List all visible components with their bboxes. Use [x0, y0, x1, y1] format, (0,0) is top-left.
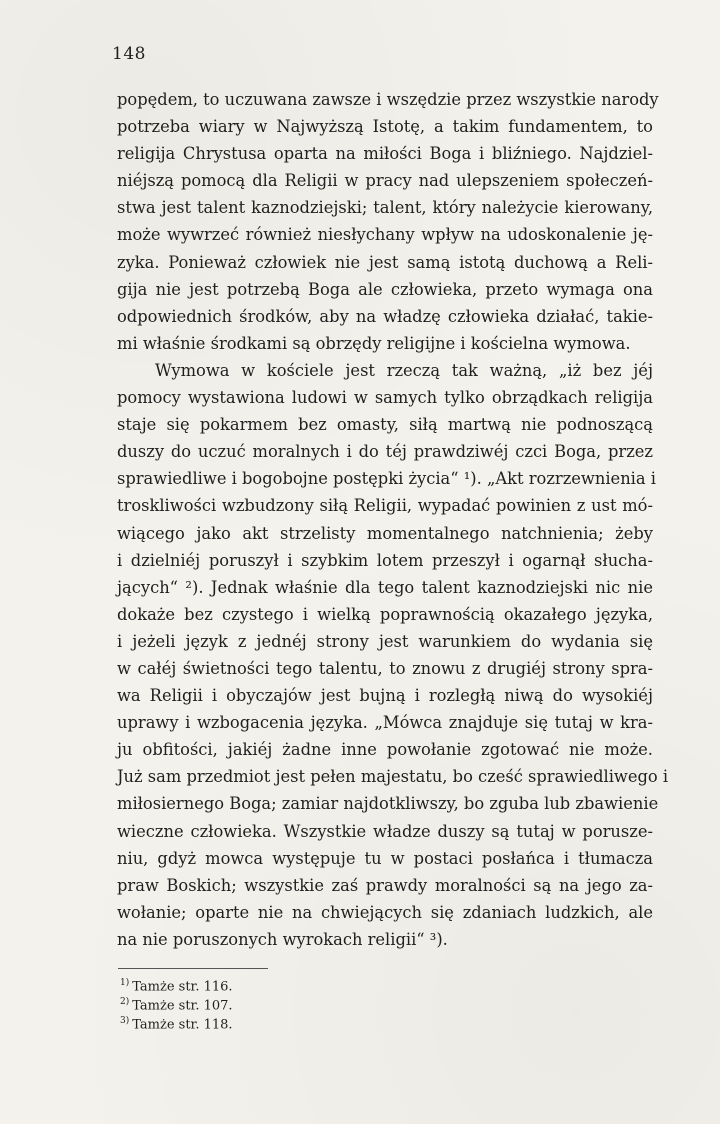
text-line: wieczne człowieka. Wszystkie władze duszy są tutaj w porusze-	[117, 821, 653, 841]
text-line: wa Religii i obyczajów jest bujną i rozległą niwą do wysokiéj	[117, 686, 653, 706]
footnote-mark: 3)	[120, 1016, 130, 1026]
page-number: 148	[112, 44, 146, 64]
text-line: odpowiednich środków, aby na władzę człowieka działać, takie-	[117, 306, 653, 326]
footnote-divider	[118, 968, 268, 969]
footnotes	[120, 974, 233, 1031]
text-line: wiącego jako akt strzelisty momentalnego natchnienia; żeby	[117, 523, 653, 543]
text-line: zyka. Ponieważ człowiek nie jest samą istotą duchową a Reli-	[117, 252, 653, 272]
text-line: Już sam przedmiot jest pełen majestatu, bo cześć sprawiedliwego i	[117, 767, 669, 787]
text-line: religija Chrystusa oparta na miłości Boga i bliźniego. Najdziel-	[117, 144, 653, 164]
text-line: niu, gdyż mowca występuje tu w postaci posłańca i tłumacza	[117, 848, 653, 868]
footnote-mark: 1)	[120, 978, 130, 988]
text-line: miłosiernego Boga; zamiar najdotkliwszy, bo zguba lub zbawienie	[117, 794, 659, 814]
text-line: mi właśnie środkami są obrzędy religijne i kościelna wymowa.	[117, 333, 631, 353]
footnote-text: Tamże str. 107.	[132, 998, 233, 1014]
text-line: sprawiedliwe i bogobojne postępki życia“ ¹). „Akt rozrzewnienia i	[117, 469, 656, 489]
footnote-mark: 2)	[120, 997, 130, 1007]
text-line: na nie poruszonych wyrokach religii“ ³).	[117, 929, 448, 949]
text-line: potrzeba wiary w Najwyższą Istotę, a takim fundamentem, to	[117, 117, 653, 137]
text-line: Wymowa w kościele jest rzeczą tak ważną, „iż bez jéj	[155, 360, 653, 380]
text-line: w całéj świetności tego talentu, to znowu z drugiéj strony spra-	[117, 658, 653, 678]
text-line: jących“ ²). Jednak właśnie dla tego talent kaznodziejski nic nie	[117, 577, 653, 597]
text-line: może wywrzeć również niesłychany wpływ na udoskonalenie ję-	[117, 225, 653, 245]
text-line: uprawy i wzbogacenia języka. „Mówca znajduje się tutaj w kra-	[117, 713, 653, 733]
footnote	[120, 1012, 233, 1031]
text-line: dokaże bez czystego i wielką poprawnością okazałego języka,	[117, 604, 653, 624]
text-line: duszy do uczuć moralnych i do téj prawdziwéj czci Boga, przez	[117, 442, 653, 462]
text-line: pomocy wystawiona ludowi w samych tylko obrządkach religija	[117, 388, 653, 408]
footnote	[120, 974, 233, 993]
text-line: niéjszą pomocą dla Religii w pracy nad ulepszeniem społeczeń-	[117, 171, 653, 191]
text-line: popędem, to uczuwana zawsze i wszędzie przez wszystkie narody	[117, 90, 659, 109]
text-line: staje się pokarmem bez omasty, siłą martwą nie podnoszącą	[117, 415, 653, 435]
footnote	[120, 993, 233, 1012]
text-line: i jeżeli język z jednéj strony jest warunkiem do wydania się	[117, 631, 653, 651]
text-line: praw Boskich; wszystkie zaś prawdy moralności są na jego za-	[117, 875, 653, 895]
footnote-text: Tamże str. 116.	[132, 979, 233, 995]
text-line: wołanie; oparte nie na chwiejących się zdaniach ludzkich, ale	[117, 902, 653, 922]
text-line: i dzielniéj poruszył i szybkim lotem przeszył i ogarnął słucha-	[117, 550, 653, 570]
text-line: ju obfitości, jakiéj żadne inne powołanie zgotować nie może.	[117, 740, 653, 760]
text-line: stwa jest talent kaznodziejski; talent, który należycie kierowany,	[117, 198, 653, 218]
body-text	[117, 86, 669, 953]
text-line: gija nie jest potrzebą Boga ale człowieka, przeto wymaga ona	[117, 279, 653, 299]
footnote-text: Tamże str. 118.	[132, 1017, 233, 1033]
text-line: troskliwości wzbudzony siłą Religii, wypadać powinien z ust mó-	[117, 496, 653, 516]
